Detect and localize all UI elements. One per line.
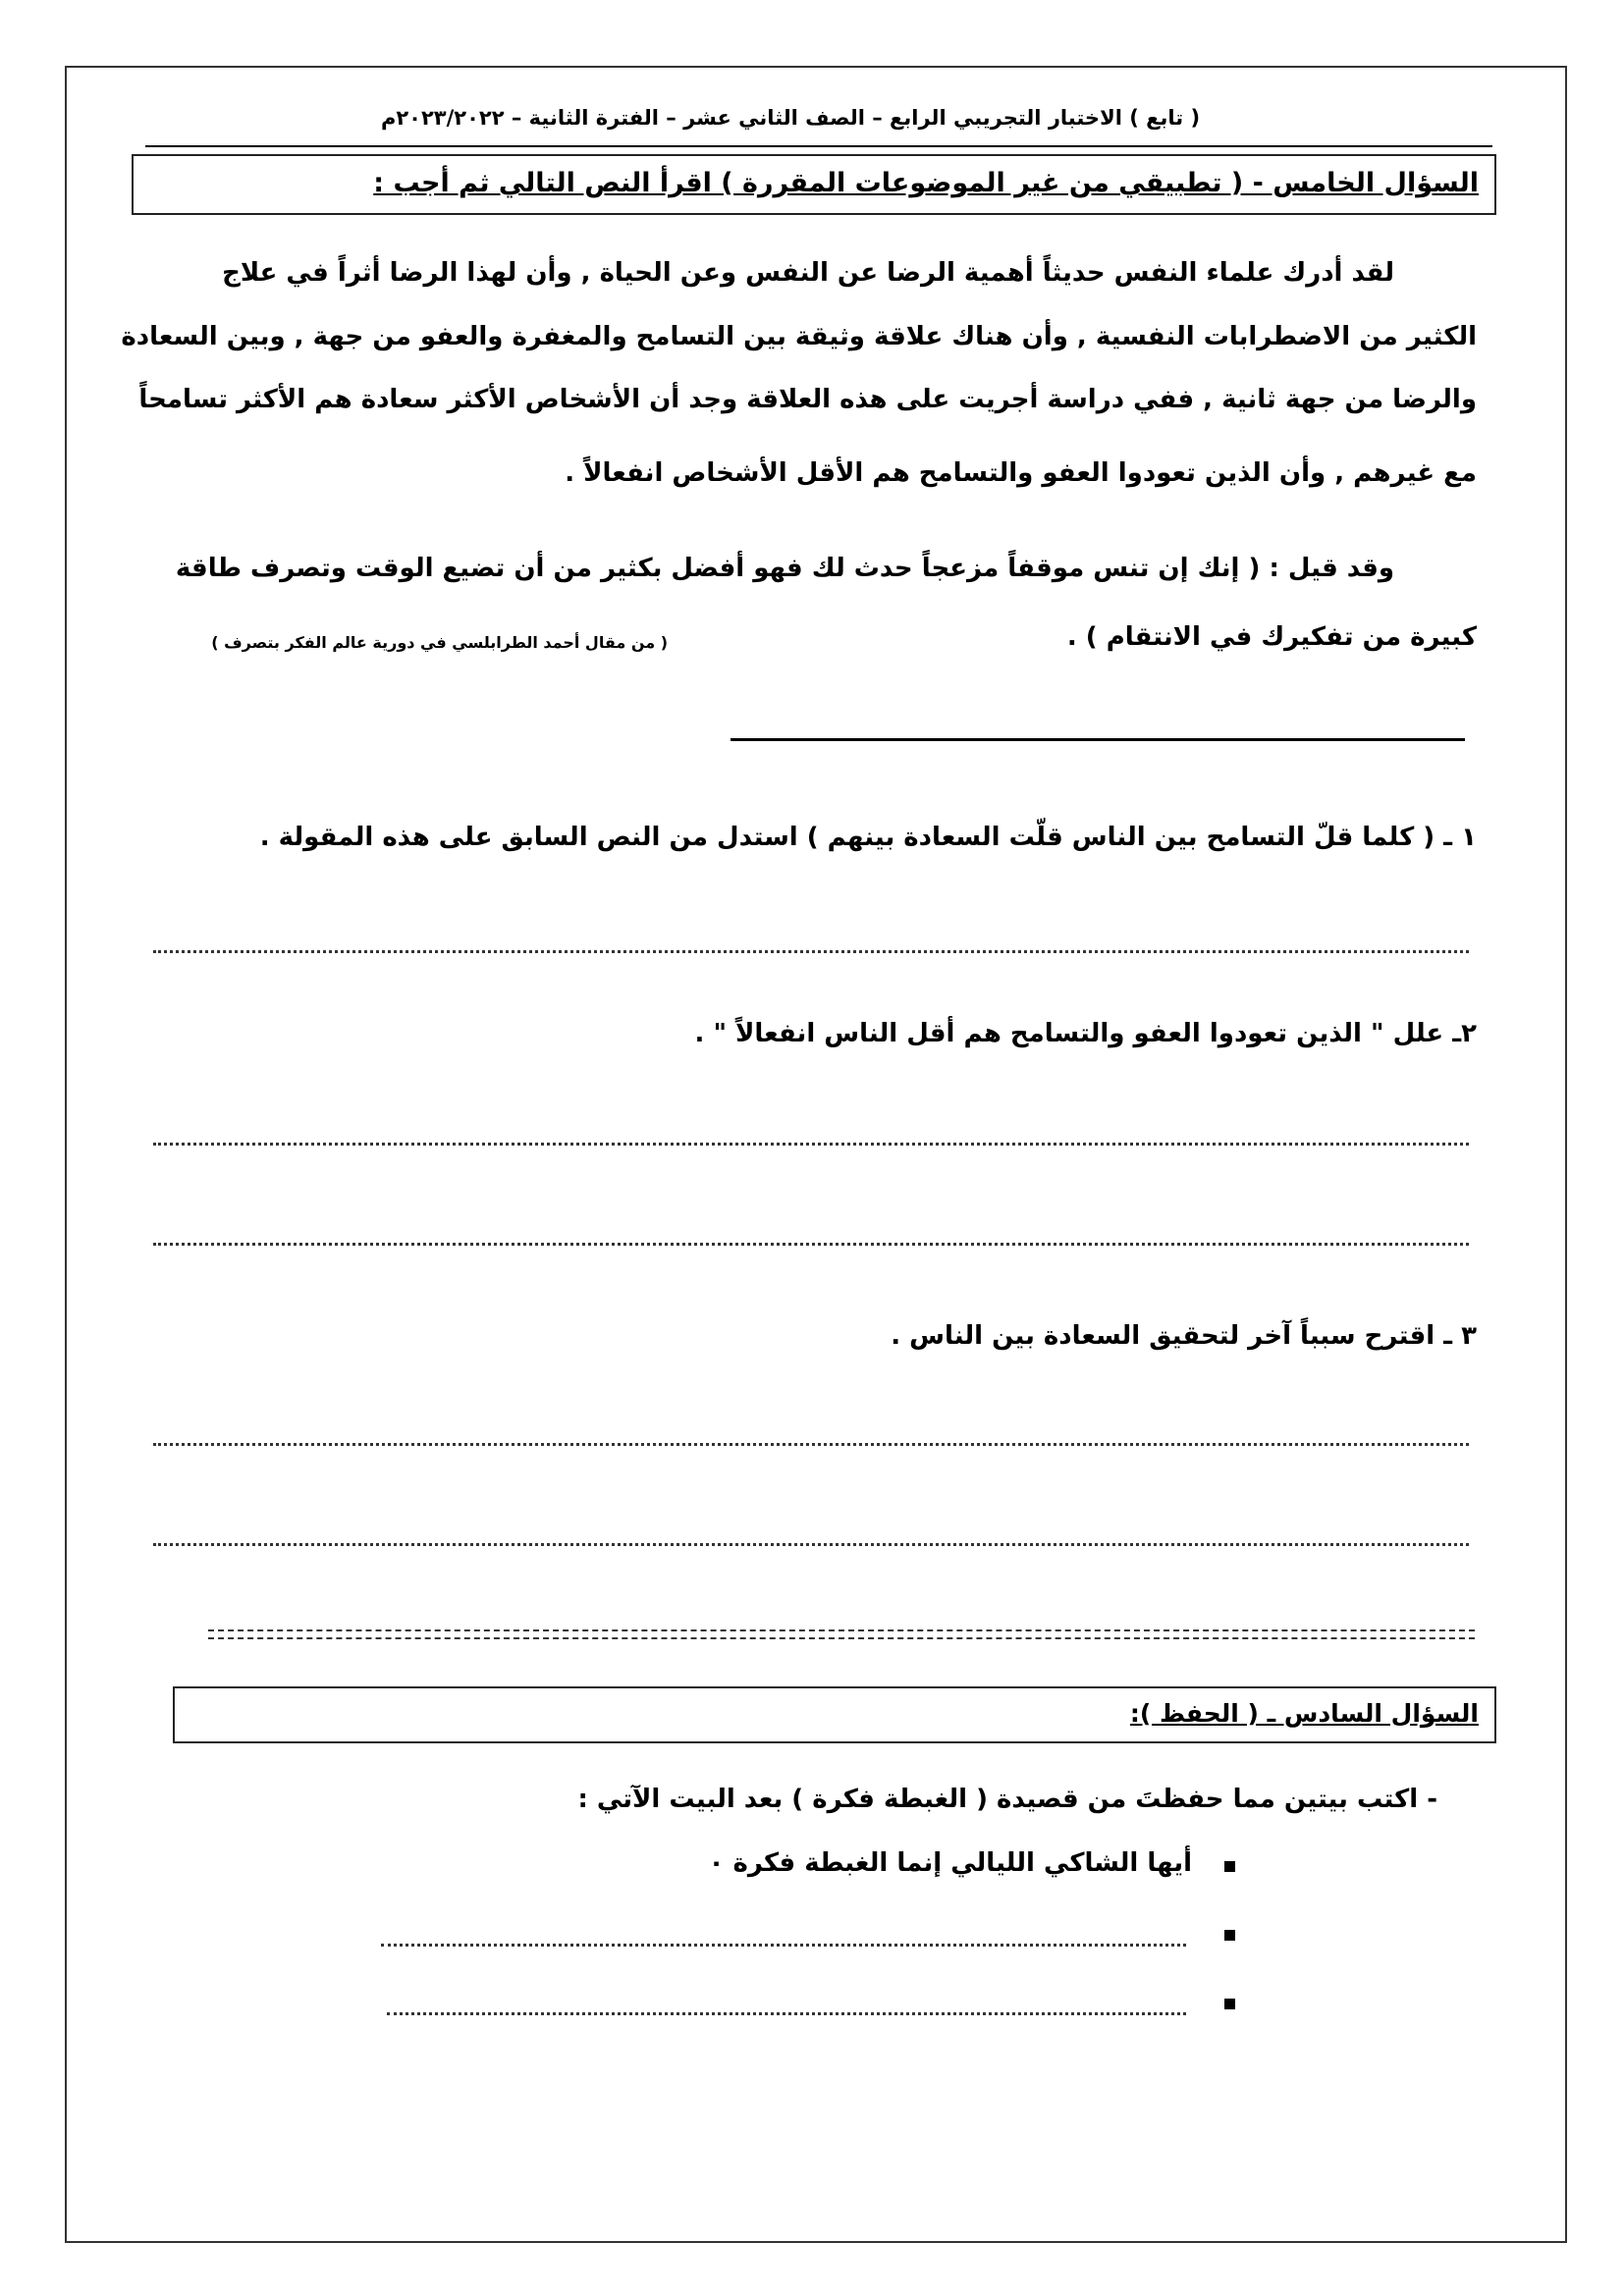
passage-line-3: والرضا من جهة ثانية , ففي دراسة أجريت على هذه العلاقة وجد أن الأشخاص الأكثر سعادة هم الأكثر تسامحاً: [138, 385, 1477, 414]
question5-title-box: [132, 154, 1496, 215]
question6-instruction: - اكتب بيتين مما حفظتَ من قصيدة ( الغبطة فكرة ) بعد البيت الآتي :: [577, 1785, 1437, 1814]
question5-title: السؤال الخامس - ( تطبيقي من غير الموضوعات المقررة ) اقرأ النص التالي ثم أجب :: [373, 168, 1479, 198]
bullet-2: [1224, 1930, 1235, 1941]
question-3: ٣ ـ اقترح سبباً آخر لتحقيق السعادة بين الناس .: [891, 1321, 1477, 1351]
citation: ( من مقال أحمد الطرابلسي في دورية عالم الفكر بتصرف ): [211, 633, 668, 652]
answer-line-4[interactable]: [153, 1443, 1469, 1446]
section-divider: [208, 1629, 1475, 1639]
bullet-1: [1224, 1861, 1235, 1872]
question6-title-box: [173, 1686, 1496, 1743]
passage-line-1: لقد أدرك علماء النفس حديثاً أهمية الرضا عن النفس وعن الحياة , وأن لهذا الرضا أثراً في علاج: [222, 258, 1394, 288]
exam-header-title: ( تابع ) الاختبار التجريبي الرابع – الصف الثاني عشر – الفترة الثانية – ٢٠٢٣/٢٠٢٢م: [380, 106, 1201, 130]
answer-line-3[interactable]: [153, 1243, 1469, 1246]
verse-answer-line-2[interactable]: [387, 2012, 1186, 2015]
question-2: ٢ـ علل " الذين تعودوا العفو والتسامح هم أقل الناس انفعالاً " .: [694, 1019, 1477, 1048]
verse-answer-line-1[interactable]: [381, 1944, 1186, 1947]
answer-line-2[interactable]: [153, 1143, 1469, 1146]
answer-line-1[interactable]: [153, 950, 1469, 953]
question-1: ١ ـ ( كلما قلّ التسامح بين الناس قلّت السعادة بينهم ) استدل من النص السابق على هذه المقولة .: [259, 823, 1477, 852]
bullet-3: [1224, 1999, 1235, 2009]
passage-line-4: مع غيرهم , وأن الذين تعودوا العفو والتسامح هم الأقل الأشخاص انفعالاً .: [565, 458, 1477, 488]
quote-line-1: وقد قيل : ( إنك إن تنس موقفاً مزعجاً حدث لك فهو أفضل بكثير من أن تضيع الوقت وتصرف طاقة: [175, 554, 1394, 583]
answer-line-5[interactable]: [153, 1543, 1469, 1546]
question6-title: السؤال السادس ـ ( الحفظ ):: [1129, 1699, 1479, 1728]
given-verse: أيها الشاكي الليالي إنما الغبطة فكرة ٠: [708, 1848, 1192, 1878]
quote-line-2: كبيرة من تفكيرك في الانتقام ) .: [1066, 622, 1477, 652]
header-rule: [145, 145, 1492, 147]
separator-line: [731, 738, 1465, 741]
passage-line-2: الكثير من الاضطرابات النفسية , وأن هناك علاقة وثيقة بين التسامح والمغفرة والعفو من جهة , وبين السعادة: [121, 322, 1477, 351]
